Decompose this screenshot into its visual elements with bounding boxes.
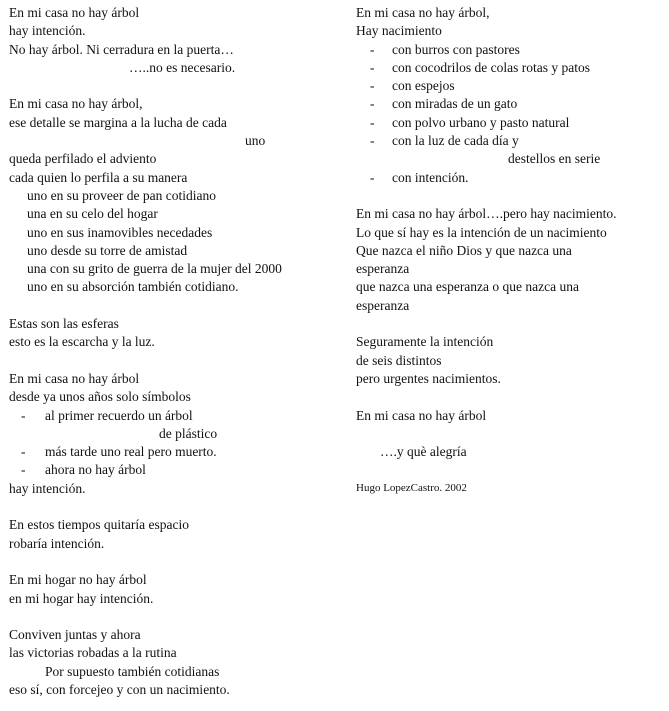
poem-line: robaría intención. [9,535,105,551]
poem-line: En mi casa no hay árbol [9,5,140,20]
poem-line: Por supuesto también cotidianas [45,663,220,679]
dash-bullet: - [370,78,375,94]
poem-line: Que nazca el niño Dios y que nazca una [356,242,572,258]
poem-line: hay intención. [9,480,86,496]
poem-line: una con su grito de guerra de la mujer del 2000 [27,261,282,277]
stanza-gap [9,608,344,626]
poem-line: ….y què alegría [380,444,467,460]
poem-line: uno en sus inamovibles necedades [27,224,213,240]
stanza-gap [356,315,666,333]
stanza-gap [356,187,666,205]
poem-line: con espejos [392,78,455,94]
poem-line: queda perfilado el adviento [9,151,157,167]
poem-line: Seguramente la intención [356,334,494,350]
poem-line: desde ya unos años solo símbolos [9,389,191,405]
dash-list-item [9,461,344,479]
poem-line: eso sí, con forcejeo y con un nacimiento. [9,681,230,697]
dash-list-item [356,41,666,59]
dash-bullet: - [21,407,26,423]
poem-line: uno en su absorción también cotidiano. [27,279,239,295]
poem-line: esto es la escarcha y la luz. [9,334,155,350]
author-signature: Hugo LopezCastro. 2002 [356,481,467,494]
poem-line: destellos en serie [508,151,601,167]
poem-line: al primer recuerdo un árbol [45,407,193,423]
poem-line: Estas son las esferas [9,316,119,332]
poem-line: una en su celo del hogar [27,206,158,222]
dash-list-item [9,407,344,425]
stanza-gap [9,498,344,516]
poem-line: más tarde uno real pero muerto. [45,444,217,460]
dash-list-item [356,77,666,95]
stanza-gap [9,352,344,370]
stanza-gap [9,297,344,315]
dash-bullet: - [21,444,26,460]
dash-list-item [356,114,666,132]
dash-list-item [356,59,666,77]
dash-bullet: - [370,114,375,130]
stanza-gap [356,425,666,443]
poem-line: esperanza [356,261,410,277]
poem-line: En mi casa no hay árbol [356,407,487,423]
dash-bullet: - [21,462,26,478]
poem-line: En mi casa no hay árbol, [356,5,490,20]
dash-list-item [356,169,666,187]
poem-line: con polvo urbano y pasto natural [392,114,570,130]
poem-line: uno [245,133,266,149]
dash-list-item [356,132,666,150]
poem-line: uno en su proveer de pan cotidiano [27,187,216,203]
poem-line: ahora no hay árbol [45,462,146,478]
poem-line: En estos tiempos quitaría espacio [9,517,189,533]
dash-bullet: - [370,133,375,149]
stanza-gap [356,388,666,406]
dash-bullet: - [370,169,375,185]
poem-line: esperanza [356,297,410,313]
poem-line: No hay árbol. Ni cerradura en la puerta… [9,41,234,57]
dash-list-item [9,443,344,461]
stanza-gap [9,553,344,571]
stanza-gap [9,77,344,95]
poem-line: hay intención. [9,23,86,39]
poem-line: en mi hogar hay intención. [9,590,154,606]
poem-line: En mi hogar no hay árbol [9,572,147,588]
poem-line: cada quien lo perfila a su manera [9,169,188,185]
poem-line: Hay nacimiento [356,23,442,39]
poem-line: En mi casa no hay árbol [9,370,140,386]
dash-list-item [356,95,666,113]
poem-left-column [9,4,344,699]
poem-line: las victorias robadas a la rutina [9,645,177,661]
poem-line: En mi casa no hay árbol, [9,96,143,112]
poem-line: con cocodrilos de colas rotas y patos [392,59,590,75]
poem-line: Lo que sí hay es la intención de un nacimiento [356,224,607,240]
dash-bullet: - [370,41,375,57]
poem-line: Conviven juntas y ahora [9,627,141,643]
dash-bullet: - [370,59,375,75]
stanza-gap [356,461,666,479]
poem-line: de plástico [159,425,218,441]
poem-line: con miradas de un gato [392,96,518,112]
poem-line: pero urgentes nacimientos. [356,370,501,386]
poem-line: …..no es necesario. [129,59,236,75]
poem-right-column [356,4,666,496]
poem-line: que nazca una esperanza o que nazca una [356,279,579,295]
poem-line: En mi casa no hay árbol….pero hay nacimiento. [356,206,617,222]
poem-line: de seis distintos [356,352,442,368]
poem-line: uno desde su torre de amistad [27,242,188,258]
dash-bullet: - [370,96,375,112]
poem-line: con la luz de cada día y [392,133,519,149]
poem-line: con burros con pastores [392,41,520,57]
poem-line: ese detalle se margina a la lucha de cada [9,114,227,130]
poem-line: con intención. [392,169,469,185]
